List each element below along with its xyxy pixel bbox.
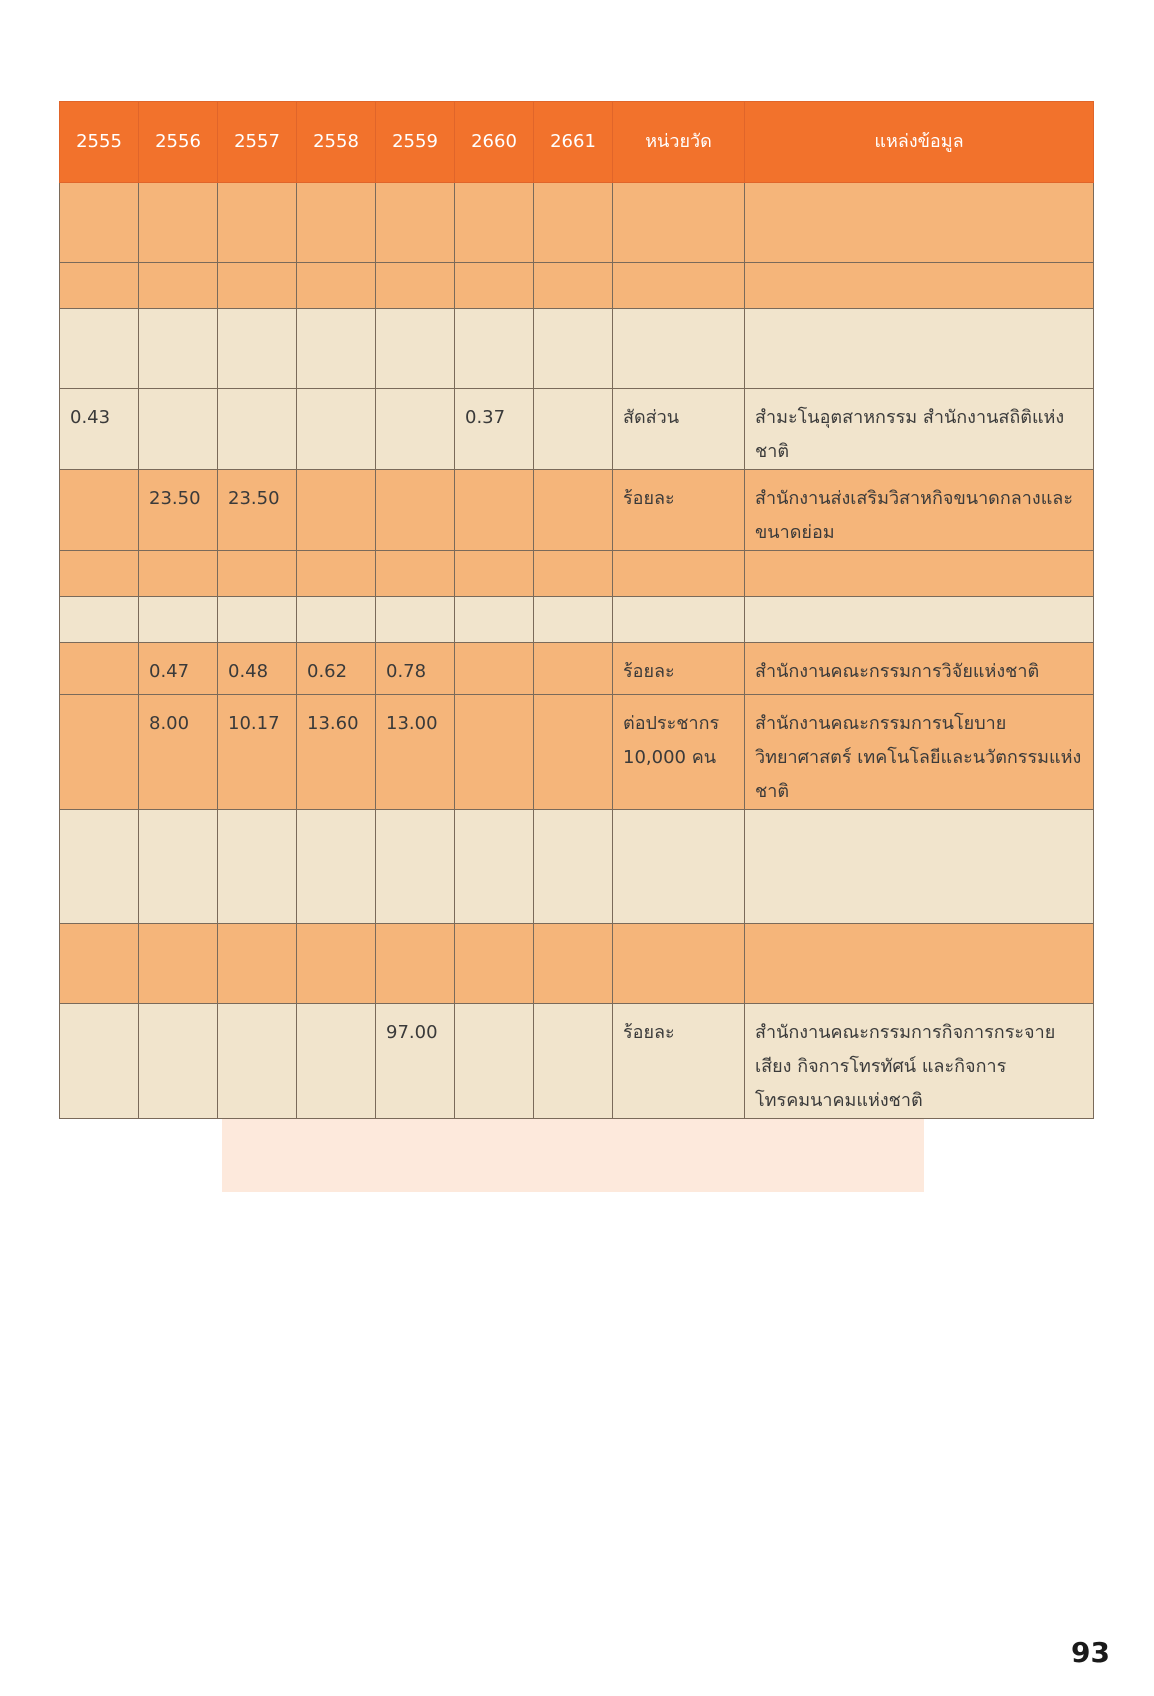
page-number: 93 [1071,1636,1110,1669]
table-cell [297,924,376,1004]
header-year-2661: 2661 [534,102,613,183]
table-cell [139,309,218,389]
cell-text [70,1004,128,1016]
table-cell [376,309,455,389]
cell-text [307,551,365,563]
cell-text: 8.00 [149,713,190,734]
table-cell [139,551,218,597]
cell-text [386,309,444,321]
cell-text: 0.37 [465,407,506,428]
table-row [60,924,1094,1004]
table-row [60,551,1094,597]
table-cell [613,695,745,810]
cell-text [307,597,365,609]
table-cell [139,183,218,263]
table-cell [60,470,139,551]
cell-text: 97.00 [386,1022,438,1043]
table-cell [297,1004,376,1119]
table-cell [613,597,745,643]
table-cell [139,470,218,551]
table-cell [534,810,613,924]
table-cell [139,263,218,309]
cell-text [307,1004,365,1016]
cell-text [228,309,286,321]
cell-text: 0.48 [228,661,269,682]
header-source: แหล่งข้อมูล [745,102,1094,183]
cell-text [149,551,207,563]
cell-text [465,695,523,707]
cell-text [623,551,734,563]
cell-text [149,597,207,609]
table-row [60,309,1094,389]
header-year-2557: 2557 [218,102,297,183]
table-cell [139,389,218,470]
cell-text [623,924,734,936]
table-cell [218,470,297,551]
table-cell [376,643,455,695]
cell-text [307,924,365,936]
table-row [60,263,1094,309]
table-cell [534,263,613,309]
cell-text: ร้อยละ [623,1022,675,1043]
table-cell [218,695,297,810]
header-year-2555: 2555 [60,102,139,183]
cell-text: 0.62 [307,661,348,682]
table-cell [297,551,376,597]
table-cell [60,924,139,1004]
table-cell [297,470,376,551]
table-cell [297,309,376,389]
cell-text [755,263,1083,275]
table-cell [297,597,376,643]
table-cell [376,597,455,643]
cell-text: 0.43 [70,407,111,428]
table-cell [60,810,139,924]
table-cell [139,924,218,1004]
cell-text: สำนักงานคณะกรรมการกิจการกระจายเสียง กิจการโทรทัศน์ และกิจการโทรคมนาคมแห่งชาติ [755,1022,1056,1111]
cell-text [386,183,444,195]
cell-text [307,810,365,822]
cell-text [755,924,1083,936]
cell-text [544,597,602,609]
table-cell [613,389,745,470]
table-cell [455,551,534,597]
table-cell [455,695,534,810]
cell-text [228,263,286,275]
table-cell [376,810,455,924]
table-cell [745,1004,1094,1119]
cell-text [623,263,734,275]
table-cell [139,695,218,810]
cell-text [149,309,207,321]
table-cell [60,551,139,597]
indicator-table [59,101,1094,1119]
table-cell [218,643,297,695]
cell-text [149,263,207,275]
cell-text [544,309,602,321]
table-cell [218,597,297,643]
table-cell [139,597,218,643]
table-cell [613,470,745,551]
cell-text [544,263,602,275]
cell-text: 13.00 [386,713,438,734]
table-cell [60,183,139,263]
cell-text [544,695,602,707]
table-cell [297,810,376,924]
table-cell [376,924,455,1004]
table-cell [218,263,297,309]
cell-text [149,183,207,195]
cell-text [755,597,1083,609]
cell-text: ร้อยละ [623,488,675,509]
table-cell [745,924,1094,1004]
table-cell [455,389,534,470]
table-cell [613,183,745,263]
cell-text [465,263,523,275]
table-cell [60,309,139,389]
table-cell [60,263,139,309]
cell-text [228,924,286,936]
table-cell [534,924,613,1004]
table-cell [534,1004,613,1119]
cell-text [544,551,602,563]
cell-text [70,695,128,707]
cell-text: 0.47 [149,661,190,682]
cell-text [228,810,286,822]
header-year-2558: 2558 [297,102,376,183]
table-cell [376,551,455,597]
table-cell [60,597,139,643]
cell-text [307,263,365,275]
cell-text [70,309,128,321]
table-cell [534,597,613,643]
table-cell [534,309,613,389]
table-cell [60,389,139,470]
cell-text [70,470,128,482]
cell-text: ร้อยละ [623,661,675,682]
cell-text [386,551,444,563]
table-row [60,810,1094,924]
cell-text [228,551,286,563]
table-cell [139,643,218,695]
table-cell [534,643,613,695]
cell-text [544,389,602,401]
cell-text [544,470,602,482]
header-year-2559: 2559 [376,102,455,183]
cell-text [70,810,128,822]
cell-text [755,309,1083,321]
table-cell [297,263,376,309]
cell-text [307,389,365,401]
table-cell [745,183,1094,263]
table-cell [376,1004,455,1119]
header-unit: หน่วยวัด [613,102,745,183]
cell-text: 0.78 [386,661,427,682]
table-cell [455,924,534,1004]
table-cell [376,263,455,309]
table-cell [534,551,613,597]
cell-text [465,924,523,936]
table-cell [297,389,376,470]
table-cell [218,183,297,263]
cell-text [70,643,128,655]
cell-text: 23.50 [149,488,201,509]
cell-text [465,551,523,563]
table-cell [455,643,534,695]
cell-text: 13.60 [307,713,359,734]
cell-text [149,389,207,401]
cell-text [623,183,734,195]
table-cell [376,470,455,551]
cell-text [623,810,734,822]
cell-text: 23.50 [228,488,280,509]
cell-text [228,1004,286,1016]
cell-text [70,551,128,563]
table-cell [745,695,1094,810]
table-cell [745,470,1094,551]
table-cell [745,597,1094,643]
cell-text [386,470,444,482]
table-cell [534,389,613,470]
cell-text [544,643,602,655]
table-cell [613,551,745,597]
cell-text [307,183,365,195]
cell-text [465,643,523,655]
table-cell [218,810,297,924]
cell-text [544,183,602,195]
cell-text [386,810,444,822]
cell-text [386,597,444,609]
table-cell [376,183,455,263]
table-cell [455,263,534,309]
table-cell [139,810,218,924]
table-cell [534,470,613,551]
table-cell [218,1004,297,1119]
cell-text: ต่อประชากร 10,000 คน [623,713,720,768]
cell-text [465,1004,523,1016]
table-cell [455,1004,534,1119]
cell-text [70,183,128,195]
cell-text [465,810,523,822]
cell-text [623,309,734,321]
table-cell [613,1004,745,1119]
table-row [60,389,1094,470]
cell-text: สำมะโนอุตสาหกรรม สำนักงานสถิติแห่งชาติ [755,407,1065,462]
table-cell [613,643,745,695]
table-cell [455,470,534,551]
table-cell [745,389,1094,470]
cell-text [70,924,128,936]
cell-text [228,597,286,609]
table-row [60,695,1094,810]
table-cell [613,309,745,389]
cell-text: สำนักงานคณะกรรมการวิจัยแห่งชาติ [755,661,1040,682]
table-row [60,1004,1094,1119]
cell-text [755,183,1083,195]
cell-text [228,389,286,401]
cell-text: สำนักงานส่งเสริมวิสาหกิจขนาดกลางและขนาดย่อม [755,488,1073,543]
cell-text: สำนักงานคณะกรรมการนโยบายวิทยาศาสตร์ เทคโนโลยีและนวัตกรรมแห่งชาติ [755,713,1082,802]
cell-text [465,309,523,321]
cell-text [544,810,602,822]
table-cell [60,1004,139,1119]
cell-text [623,597,734,609]
header-row [60,102,1094,183]
table-cell [297,643,376,695]
table-cell [218,389,297,470]
table-cell [613,263,745,309]
cell-text [149,1004,207,1016]
table-cell [455,810,534,924]
table-cell [455,597,534,643]
table-cell [745,810,1094,924]
cell-text: สัดส่วน [623,407,680,428]
cell-text [755,551,1083,563]
cell-text [465,470,523,482]
table-cell [60,695,139,810]
cell-text [70,263,128,275]
table-cell [745,309,1094,389]
table-cell [613,924,745,1004]
cell-text [544,1004,602,1016]
cell-text [149,924,207,936]
table-cell [60,643,139,695]
table-cell [745,551,1094,597]
table-cell [218,551,297,597]
table-cell [455,309,534,389]
table-cell [455,183,534,263]
cell-text [307,309,365,321]
cell-text: 10.17 [228,713,280,734]
table-cell [297,183,376,263]
table-cell [218,309,297,389]
header-year-2660: 2660 [455,102,534,183]
table-row [60,183,1094,263]
cell-text [307,470,365,482]
header-year-2556: 2556 [139,102,218,183]
table-cell [745,263,1094,309]
table-row [60,597,1094,643]
cell-text [386,389,444,401]
cell-text [386,263,444,275]
cell-text [70,597,128,609]
table-cell [376,389,455,470]
cell-text [465,183,523,195]
table-cell [745,643,1094,695]
cell-text [149,810,207,822]
cell-text [544,924,602,936]
table-cell [613,810,745,924]
table-cell [534,183,613,263]
cell-text [386,924,444,936]
table-cell [218,924,297,1004]
table-row [60,470,1094,551]
table-cell [534,695,613,810]
table-cell [139,1004,218,1119]
table-cell [297,695,376,810]
cell-text [755,810,1083,822]
cell-text [465,597,523,609]
table-cell [376,695,455,810]
table-row [60,643,1094,695]
cell-text [228,183,286,195]
